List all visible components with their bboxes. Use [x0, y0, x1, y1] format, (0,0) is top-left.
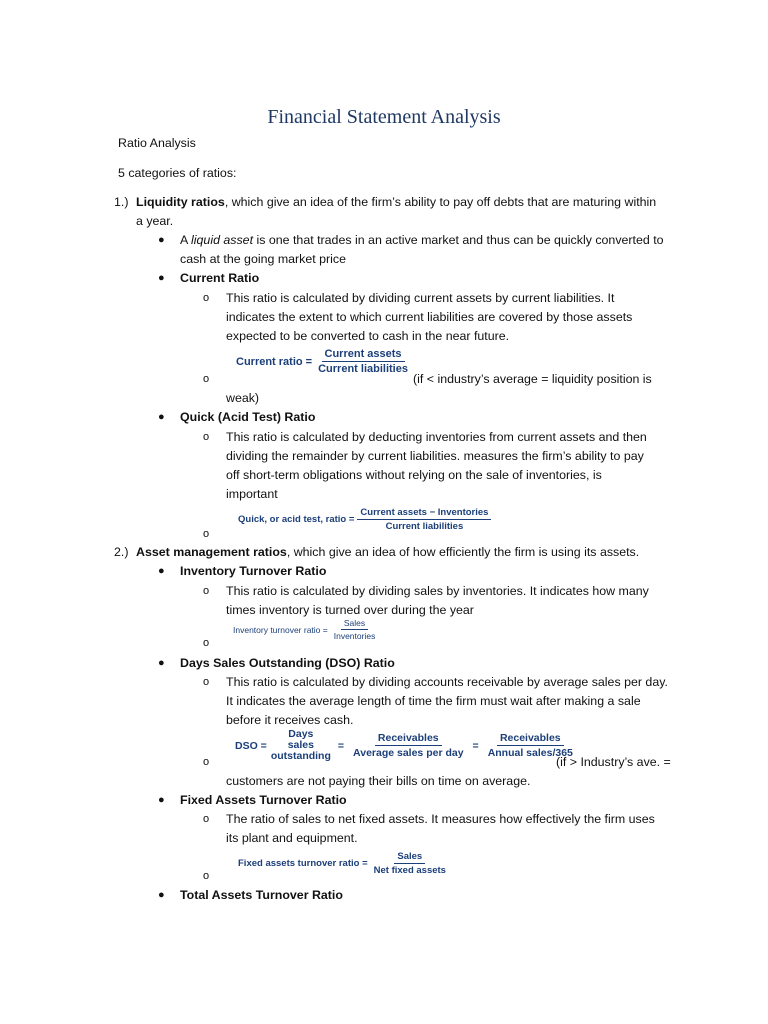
- inventory-turnover-desc-2: times inventory is turned over during the year: [226, 603, 474, 617]
- quick-ratio-desc-1: This ratio is calculated by deducting inventories from current assets and then: [226, 430, 647, 444]
- current-ratio-note-line2: weak): [226, 391, 260, 405]
- intro-text: 5 categories of ratios:: [118, 166, 237, 180]
- bullet-icon: ●: [158, 411, 165, 423]
- equals-sign: =: [472, 739, 479, 752]
- liquid-asset-line1: [180, 231, 664, 250]
- asset-management-term: Asset management ratios: [136, 545, 287, 559]
- liquid-asset-term: liquid asset: [191, 233, 254, 247]
- formula-denominator: Current liabilities: [385, 521, 464, 532]
- circle-bullet-icon: o: [203, 813, 210, 825]
- bullet-icon: ●: [158, 565, 165, 577]
- formula-stack-line: outstanding: [270, 750, 331, 763]
- bullet-icon: ●: [158, 272, 165, 284]
- current-ratio-desc-2: indicates the extent to which current liabilities are covered by those assets: [226, 310, 633, 324]
- circle-bullet-icon: o: [203, 676, 210, 688]
- formula-numerator: Receivables: [375, 732, 442, 746]
- quick-ratio-desc-3: off short-term obligations without relying on the sale of inventories, is: [226, 468, 602, 482]
- list-number-1: 1.): [114, 195, 129, 209]
- fixed-assets-desc-2: its plant and equipment.: [226, 831, 358, 845]
- inventory-turnover-label-text: Inventory Turnover Ratio: [180, 564, 327, 578]
- bullet-icon: ●: [158, 657, 165, 669]
- dso-formula: [235, 729, 579, 762]
- quick-ratio-desc-2: dividing the remainder by current liabilities. measures the firm’s ability to pay: [226, 449, 644, 463]
- dso-desc-3: before it receives cash.: [226, 713, 354, 727]
- liquid-asset-line2: cash at the going market price: [180, 252, 346, 266]
- formula-fraction: [350, 732, 467, 759]
- quick-ratio-label: [180, 408, 315, 427]
- formula-denominator: Average sales per day: [353, 747, 464, 760]
- formula-label: Current ratio =: [236, 355, 313, 368]
- liquidity-ratios-line1: [136, 193, 656, 212]
- formula-denominator: Net fixed assets: [373, 865, 446, 876]
- formula-numerator: Current assets: [322, 348, 405, 362]
- formula-fraction: [315, 348, 411, 375]
- dso-note-line2: customers are not paying their bills on time on average.: [226, 774, 531, 788]
- circle-bullet-icon: o: [203, 637, 210, 649]
- fixed-assets-formula: [238, 851, 452, 876]
- bullet-icon: ●: [158, 794, 165, 806]
- total-assets-label: [180, 886, 343, 905]
- formula-label: Inventory turnover ratio =: [233, 624, 328, 635]
- quick-ratio-formula: [238, 507, 494, 532]
- circle-bullet-icon: o: [203, 373, 210, 385]
- asset-management-line: [136, 543, 639, 562]
- list-number-2: 2.): [114, 545, 129, 559]
- inventory-turnover-desc-1: This ratio is calculated by dividing sales by inventories. It indicates how many: [226, 584, 649, 598]
- circle-bullet-icon: o: [203, 528, 210, 540]
- liquidity-ratios-line2: a year.: [136, 214, 174, 228]
- current-ratio-desc-1: This ratio is calculated by dividing current assets by current liabilities. It: [226, 291, 615, 305]
- current-ratio-note-line1: (if < industry’s average = liquidity position is: [413, 372, 652, 386]
- formula-numerator: Sales: [394, 851, 425, 864]
- total-assets-label-text: Total Assets Turnover Ratio: [180, 888, 343, 902]
- quick-ratio-label-text: Quick (Acid Test) Ratio: [180, 410, 316, 424]
- section-heading: Ratio Analysis: [118, 136, 196, 150]
- dso-label-text: Days Sales Outstanding (DSO) Ratio: [180, 656, 395, 670]
- fixed-assets-label-text: Fixed Assets Turnover Ratio: [180, 793, 347, 807]
- current-ratio-label: [180, 269, 259, 288]
- formula-fraction: [371, 851, 449, 876]
- liquidity-ratios-term: Liquidity ratios: [136, 195, 225, 209]
- formula-numerator: Receivables: [497, 732, 564, 746]
- quick-ratio-desc-4: important: [226, 487, 278, 501]
- formula-numerator: Sales: [341, 618, 368, 630]
- dso-desc-2: It indicates the average length of time the firm must wait after making a sale: [226, 694, 641, 708]
- formula-label: Fixed assets turnover ratio =: [238, 858, 368, 869]
- formula-denominator: Current liabilities: [318, 363, 408, 375]
- current-ratio-desc-3: expected to be converted to cash in the near future.: [226, 329, 510, 343]
- fixed-assets-desc-1: The ratio of sales to net fixed assets. It measures how effectively the firm uses: [226, 812, 655, 826]
- inventory-turnover-formula: [233, 618, 381, 641]
- equals-sign: =: [337, 739, 345, 752]
- bullet-icon: ●: [158, 234, 165, 246]
- liquid-asset-desc: is one that trades in an active market and thus can be quickly converted to: [253, 233, 664, 247]
- page-title: Financial Statement Analysis: [267, 106, 501, 128]
- formula-denominator: Inventories: [333, 631, 376, 641]
- formula-numerator: Current assets − Inventories: [357, 507, 491, 520]
- current-ratio-label-text: Current Ratio: [180, 271, 260, 285]
- formula-label: DSO =: [235, 739, 267, 752]
- asset-management-desc: , which give an idea of how efficiently the firm is using its assets.: [286, 545, 640, 559]
- circle-bullet-icon: o: [203, 431, 210, 443]
- dso-note-line1: (if > Industry’s ave. =: [556, 755, 671, 769]
- dso-desc-1: This ratio is calculated by dividing accounts receivable by average sales per day.: [226, 675, 668, 689]
- formula-fraction: [331, 618, 379, 641]
- formula-denominator: Annual sales/365: [487, 747, 573, 760]
- liquidity-ratios-desc: , which give an idea of the firm’s ability to pay off debts that are maturing within: [224, 195, 657, 209]
- liquid-asset-pre: A: [180, 233, 192, 247]
- bullet-icon: ●: [158, 889, 165, 901]
- circle-bullet-icon: o: [203, 585, 210, 597]
- dso-label: [180, 654, 395, 673]
- current-ratio-formula: [236, 348, 414, 375]
- formula-stack: [271, 729, 331, 762]
- formula-stack-line: sales: [287, 739, 314, 752]
- circle-bullet-icon: o: [203, 756, 210, 768]
- circle-bullet-icon: o: [203, 870, 210, 882]
- formula-fraction: [357, 507, 491, 532]
- inventory-turnover-label: [180, 562, 326, 581]
- fixed-assets-label: [180, 791, 347, 810]
- formula-label: Quick, or acid test, ratio =: [238, 514, 355, 525]
- formula-stack-line: Days: [288, 728, 314, 740]
- circle-bullet-icon: o: [203, 292, 210, 304]
